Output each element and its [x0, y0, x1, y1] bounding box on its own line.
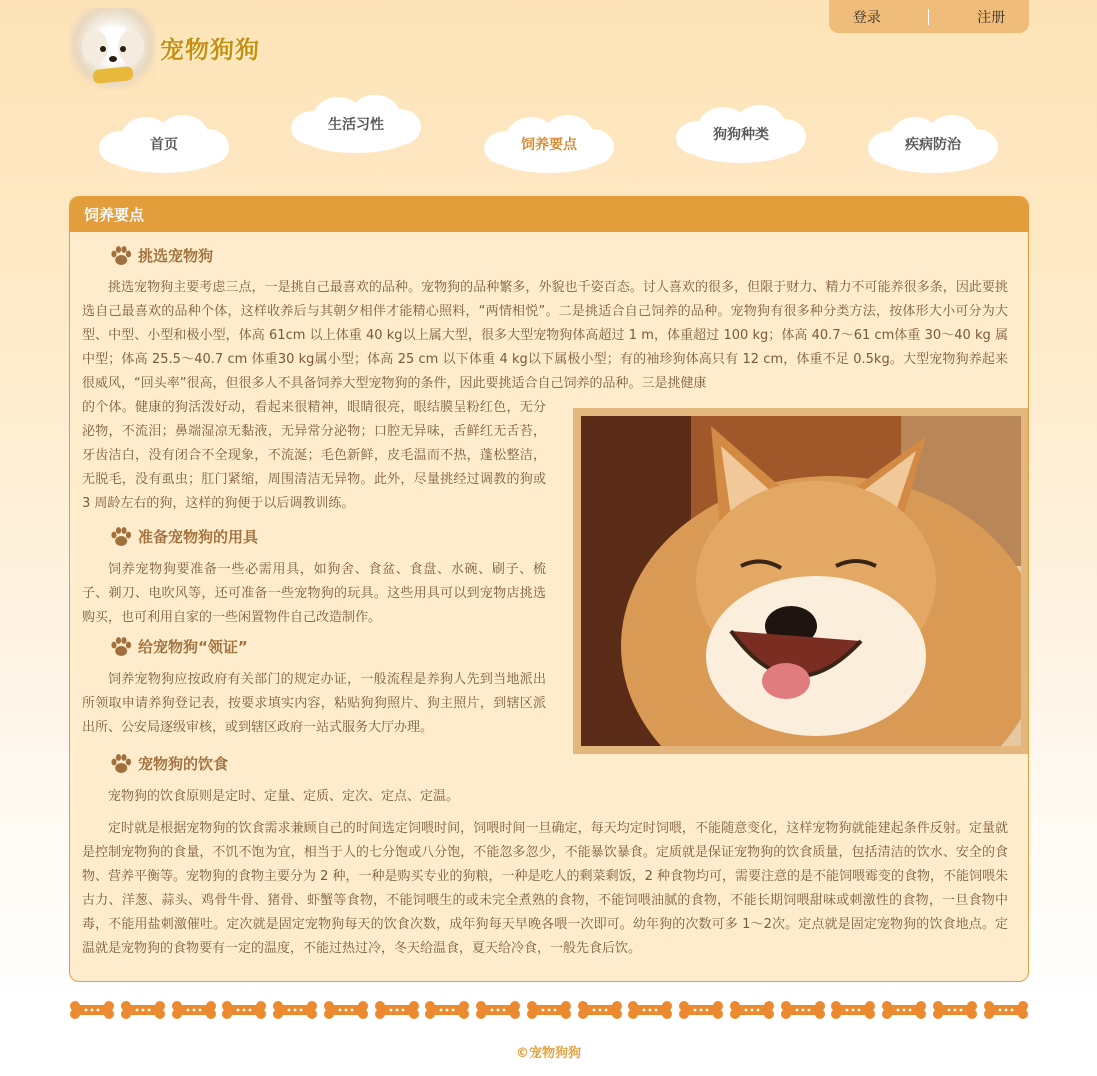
section-title	[110, 525, 258, 549]
auth-bar	[829, 0, 1029, 33]
bone-icon	[933, 1000, 977, 1020]
article-content	[82, 232, 1016, 981]
shiba-photo	[573, 408, 1029, 754]
paw-icon	[110, 246, 132, 266]
bone-icon	[527, 1000, 571, 1020]
nav-label-breeds[interactable]: 狗狗种类	[713, 127, 769, 143]
paragraph: 定时就是根据宠物狗的饮食需求兼顾自己的时间选定饲喂时间，饲喂时间一旦确定，每天均定时饲喂，不能随意变化，这样宠物狗就能建起条件反射。定量就是控制宠物狗的食量，不饥不饱为宜，相当于人的七分饱或八分饱，不能忽多忽少，不能暴饮暴食。定质就是保证宠物狗的饮食质量，包括清洁的饮水、安全的食物、营养平衡等。宠物狗的食物主要分为 2 种，一种是购买专业的狗粮，一种是吃人的剩菜剩饭，2 种食物均可，需要注意的是不能饲喂霉变的食物，不能饲喂朱古力、洋葱、蒜头、鸡骨牛骨、猪骨、虾蟹等食物，不能饲喂生的或未完全煮熟的食物，不能饲喂油腻的食物，不能长期饲喂甜味或刺激性的食物，一旦食物中毒，不能用盐刺激催吐。定次就是固定宠物狗每天的饮食次数，成年狗每天早晚各喂一次即可。幼年狗的次数可多 1～2次。定点就是固定宠物狗的饮食地点。定温就是宠物狗的食物要有一定的温度，不能过热过冷，冬天给温食，夏天给冷食，一般先食后饮。	[82, 821, 1008, 956]
paragraph: 挑选宠物狗主要考虑三点，一是挑自己最喜欢的品种。宠物狗的品种繁多，外貌也千姿百态。讨人喜欢的很多，但限于财力、精力不可能养很多条，因此要挑选自己最喜欢的品种个体，这样收养后与其朝夕相伴才能精心照料，“两情相悦”。二是挑适合自己饲养的品种。宠物狗有很多种分类方法，按体形大小可分为大型、中型、小型和极小型，体高 61cm 以上体重 40 kg以上属大型，很多大型宠物狗体高超过 1 m，体重超过 100 kg；体高 40.7～61 cm体重 30～40 kg 属中型；体高 25.5～40.7 cm 体重30 kg属小型；体高 25 cm 以下体重 4 kg以下属极小型；有的袖珍狗体高只有 12 cm，体重不足 0.5kg。大型宠物狗养起来很威风，“回头率”很高，但很多人不具备饲养大型宠物狗的条件，因此要挑适合自己饲养的品种。三是挑健康	[82, 280, 1008, 391]
nav-item-home[interactable]	[99, 115, 229, 173]
auth-divider	[928, 9, 929, 25]
section-title-text: 挑选宠物狗	[138, 247, 214, 265]
register-link[interactable]: 注册	[977, 9, 1006, 26]
section-title-text: 给宠物狗“领证”	[138, 638, 248, 656]
paragraph: 的个体。健康的狗活泼好动，看起来很精神，眼睛很亮，眼结膜呈粉红色，无分泌物，不流泪；鼻端湿凉无黏液，无异常分泌物；口腔无异味，舌鲜红无舌苔，牙齿洁白，没有闭合不全现象，不流涎；毛色新鲜，皮毛温而不热，蓬松整洁，无脱毛，没有虱虫；肛门紧缩，周围清洁无异物。此外，尽量挑经过调教的狗或 3 周龄左右的狗，这样的狗便于以后调教训练。	[82, 400, 546, 511]
bone-divider	[70, 1000, 1028, 1024]
bone-icon	[831, 1000, 875, 1020]
section-title-text: 宠物狗的饮食	[138, 755, 229, 773]
site-header	[0, 0, 1097, 190]
bone-icon	[273, 1000, 317, 1020]
content-panel	[69, 196, 1029, 982]
bone-icon	[578, 1000, 622, 1020]
nav-item-breeds[interactable]	[676, 105, 806, 163]
section-title	[110, 752, 228, 776]
bone-icon	[781, 1000, 825, 1020]
nav-label-home[interactable]: 首页	[150, 137, 178, 153]
bone-icon	[324, 1000, 368, 1020]
section-title	[110, 635, 248, 659]
bone-icon	[70, 1000, 114, 1020]
bone-icon	[425, 1000, 469, 1020]
shiba-image	[581, 416, 1021, 746]
paragraph: 宠物狗的饮食原则是定时、定量、定质、定次、定点、定温。	[108, 789, 460, 804]
footer-copyright: ©宠物狗狗	[515, 1046, 581, 1061]
section-title	[110, 244, 213, 268]
logo-text[interactable]: 宠物狗狗	[160, 36, 260, 64]
bone-icon	[375, 1000, 419, 1020]
paragraph: 饲养宠物狗要准备一些必需用具，如狗舍、食盆、食盘、水碗、刷子、梳子、剃刀、电吹风等，还可准备一些宠物狗的玩具。这些用具可以到宠物店挑选购买，也可利用自家的一些闲置物件自己改造制作。	[82, 562, 546, 625]
paragraph: 饲养宠物狗应按政府有关部门的规定办证，一般流程是养狗人先到当地派出所领取申请养狗登记表，按要求填实内容，粘贴狗狗照片、狗主照片，到辖区派出所、公安局逐级审核，或到辖区政府一站式服务大厅办理。	[82, 672, 546, 735]
bone-icon	[476, 1000, 520, 1020]
bone-icon	[628, 1000, 672, 1020]
bone-icon	[882, 1000, 926, 1020]
bone-icon	[984, 1000, 1028, 1020]
login-link[interactable]: 登录	[852, 9, 881, 26]
bone-icon	[730, 1000, 774, 1020]
paw-icon	[110, 754, 132, 774]
bone-icon	[679, 1000, 723, 1020]
logo-puppy-image[interactable]	[70, 8, 156, 90]
paw-icon	[110, 527, 132, 547]
bone-icon	[172, 1000, 216, 1020]
panel-title: 饲养要点	[70, 197, 1028, 232]
nav-item-habits[interactable]	[291, 95, 421, 153]
nav-label-disease[interactable]: 疾病防治	[905, 137, 961, 153]
nav-item-feeding[interactable]	[484, 115, 614, 173]
nav-item-disease[interactable]	[868, 115, 998, 173]
bone-icon	[222, 1000, 266, 1020]
bone-icon	[121, 1000, 165, 1020]
nav-label-feeding[interactable]: 饲养要点	[521, 137, 577, 153]
paw-icon	[110, 637, 132, 657]
section-title-text: 准备宠物狗的用具	[138, 528, 259, 546]
nav-label-habits[interactable]: 生活习性	[328, 117, 384, 133]
